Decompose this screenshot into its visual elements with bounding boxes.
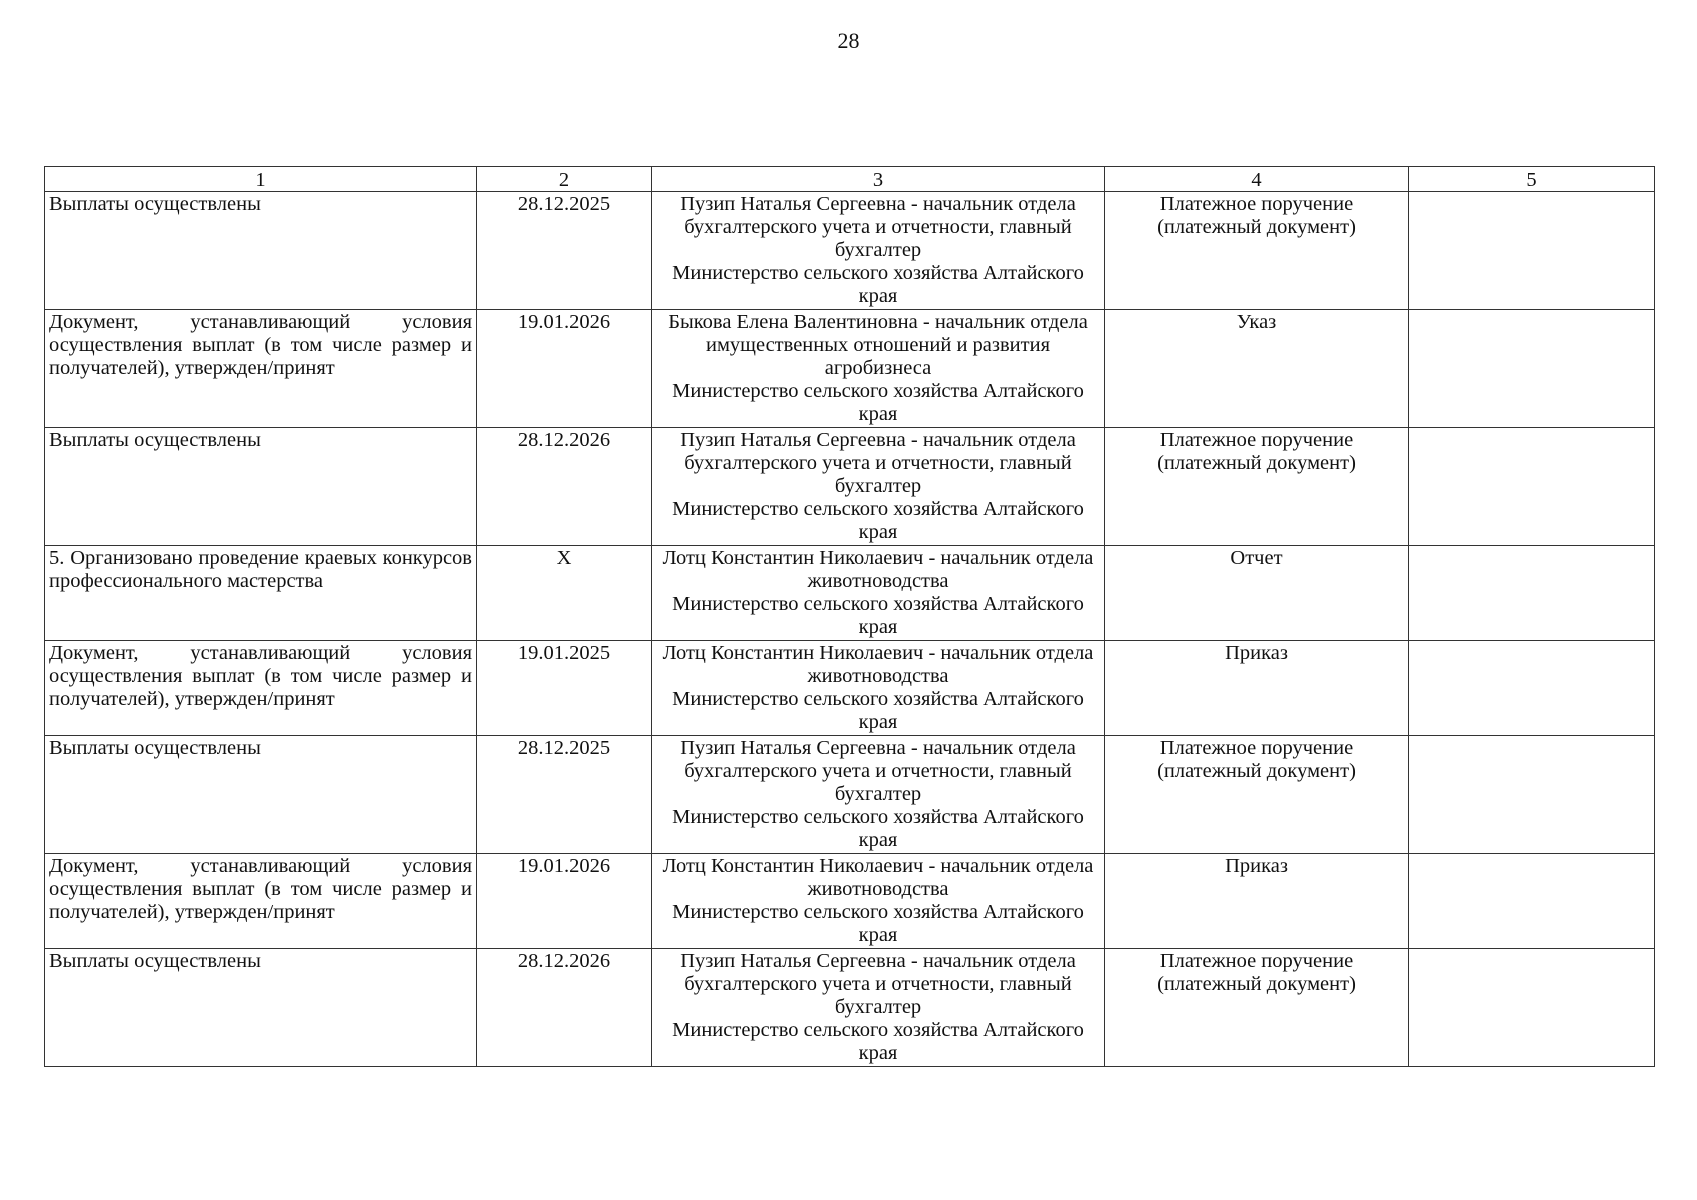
event-cell: Выплаты осуществлены [45, 949, 477, 1067]
responsible-cell [652, 428, 1105, 546]
note-cell [1409, 641, 1655, 736]
table-row [45, 192, 1655, 310]
responsible-person: Быкова Елена Валентиновна - начальник отдела имущественных отношений и развития агробизнеса [668, 311, 1088, 379]
table-row [45, 310, 1655, 428]
note-cell [1409, 546, 1655, 641]
note-cell [1409, 310, 1655, 428]
date-cell: 28.12.2025 [477, 192, 652, 310]
plan-table [44, 166, 1655, 1067]
responsible-organization: Министерство сельского хозяйства Алтайского края [672, 688, 1084, 733]
document-cell: Приказ [1105, 641, 1409, 736]
event-cell: Выплаты осуществлены [45, 192, 477, 310]
date-cell: X [477, 546, 652, 641]
date-cell: 28.12.2026 [477, 428, 652, 546]
responsible-cell [652, 736, 1105, 854]
responsible-person: Пузип Наталья Сергеевна - начальник отдела бухгалтерского учета и отчетности, главный бухгалтер [680, 193, 1076, 261]
document-cell: Платежное поручение (платежный документ) [1105, 428, 1409, 546]
event-cell: Выплаты осуществлены [45, 428, 477, 546]
responsible-organization: Министерство сельского хозяйства Алтайского края [672, 380, 1084, 425]
responsible-person: Пузип Наталья Сергеевна - начальник отдела бухгалтерского учета и отчетности, главный бухгалтер [680, 950, 1076, 1018]
document-cell: Указ [1105, 310, 1409, 428]
date-cell: 19.01.2026 [477, 854, 652, 949]
note-cell [1409, 854, 1655, 949]
document-cell: Приказ [1105, 854, 1409, 949]
date-cell: 28.12.2025 [477, 736, 652, 854]
document-cell: Платежное поручение (платежный документ) [1105, 736, 1409, 854]
table-row [45, 641, 1655, 736]
responsible-person: Лотц Константин Николаевич - начальник отдела животноводства [662, 855, 1094, 900]
table-row [45, 546, 1655, 641]
page-number: 28 [837, 28, 860, 53]
responsible-cell [652, 854, 1105, 949]
document-cell: Платежное поручение (платежный документ) [1105, 192, 1409, 310]
responsible-cell [652, 546, 1105, 641]
date-cell: 19.01.2025 [477, 641, 652, 736]
table-row [45, 428, 1655, 546]
note-cell [1409, 736, 1655, 854]
responsible-cell [652, 192, 1105, 310]
table-row [45, 736, 1655, 854]
responsible-organization: Министерство сельского хозяйства Алтайского края [672, 806, 1084, 851]
table-row [45, 949, 1655, 1067]
document-cell: Отчет [1105, 546, 1409, 641]
event-cell: Документ, устанавливающий условия осуществления выплат (в том числе размер и получателей), утвержден/принят [45, 310, 477, 428]
event-cell: Документ, устанавливающий условия осуществления выплат (в том числе размер и получателей), утвержден/принят [45, 854, 477, 949]
responsible-person: Лотц Константин Николаевич - начальник отдела животноводства [662, 642, 1094, 687]
column-header-1: 1 [45, 167, 477, 192]
responsible-person: Пузип Наталья Сергеевна - начальник отдела бухгалтерского учета и отчетности, главный бухгалтер [680, 737, 1076, 805]
column-header-2: 2 [477, 167, 652, 192]
responsible-person: Пузип Наталья Сергеевна - начальник отдела бухгалтерского учета и отчетности, главный бухгалтер [680, 429, 1076, 497]
note-cell [1409, 428, 1655, 546]
event-cell: Выплаты осуществлены [45, 736, 477, 854]
responsible-person: Лотц Константин Николаевич - начальник отдела животноводства [662, 547, 1094, 592]
responsible-organization: Министерство сельского хозяйства Алтайского края [672, 901, 1084, 946]
responsible-organization: Министерство сельского хозяйства Алтайского края [672, 1019, 1084, 1064]
column-header-5: 5 [1409, 167, 1655, 192]
note-cell [1409, 949, 1655, 1067]
event-cell: 5. Организовано проведение краевых конкурсов профессионального мастерства [45, 546, 477, 641]
responsible-cell [652, 641, 1105, 736]
responsible-cell [652, 949, 1105, 1067]
table-row [45, 854, 1655, 949]
responsible-organization: Министерство сельского хозяйства Алтайского края [672, 593, 1084, 638]
responsible-cell [652, 310, 1105, 428]
responsible-organization: Министерство сельского хозяйства Алтайского края [672, 498, 1084, 543]
column-header-4: 4 [1105, 167, 1409, 192]
table-header-row [45, 167, 1655, 192]
document-cell: Платежное поручение (платежный документ) [1105, 949, 1409, 1067]
note-cell [1409, 192, 1655, 310]
column-header-3: 3 [652, 167, 1105, 192]
responsible-organization: Министерство сельского хозяйства Алтайского края [672, 262, 1084, 307]
date-cell: 19.01.2026 [477, 310, 652, 428]
event-cell: Документ, устанавливающий условия осуществления выплат (в том числе размер и получателей), утвержден/принят [45, 641, 477, 736]
date-cell: 28.12.2026 [477, 949, 652, 1067]
